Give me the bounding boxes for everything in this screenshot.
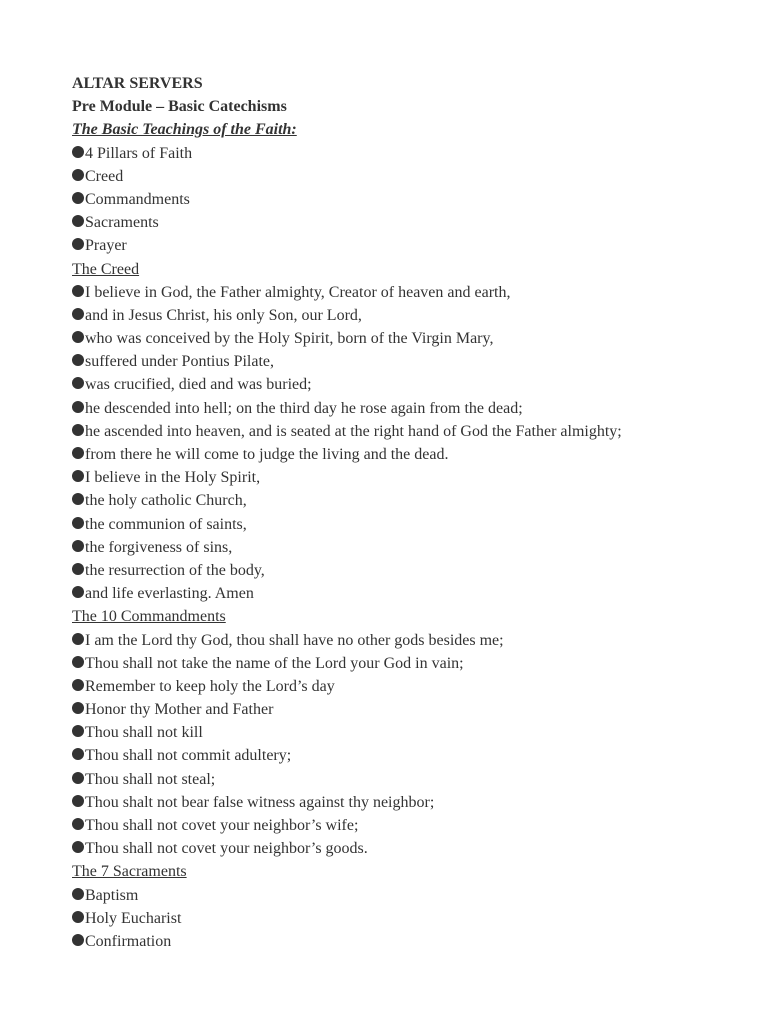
list-item xyxy=(72,814,752,837)
list-item xyxy=(72,466,752,489)
list-item xyxy=(72,884,752,907)
list-item-text: Thou shall not covet your neighbor’s goods. xyxy=(85,840,368,858)
list-item xyxy=(72,744,752,767)
commandments-list xyxy=(72,629,752,861)
bullet-icon xyxy=(72,169,84,181)
bullet-icon xyxy=(72,586,84,598)
list-item-text: Confirmation xyxy=(85,932,172,950)
list-item xyxy=(72,188,752,211)
list-item-text: Thou shalt not bear false witness against thy neighbor; xyxy=(85,793,435,811)
list-item xyxy=(72,489,752,512)
list-item-text: Thou shall not commit adultery; xyxy=(85,747,292,765)
creed-list xyxy=(72,281,752,606)
list-item-text: he descended into hell; on the third day he rose again from the dead; xyxy=(85,399,523,417)
list-item xyxy=(72,582,752,605)
list-item xyxy=(72,907,752,930)
bullet-icon xyxy=(72,888,84,900)
list-item xyxy=(72,420,752,443)
list-item-text: I am the Lord thy God, thou shall have no other gods besides me; xyxy=(85,631,504,649)
list-item xyxy=(72,559,752,582)
list-item-text: Thou shall not covet your neighbor’s wife; xyxy=(85,817,359,834)
bullet-icon xyxy=(72,493,84,505)
section-heading-creed: The Creed xyxy=(72,260,140,278)
list-item-text: the resurrection of the body, xyxy=(85,561,265,579)
list-item xyxy=(72,234,752,257)
list-item-text: the forgiveness of sins, xyxy=(85,538,233,556)
list-item-text: from there he will come to judge the living and the dead. xyxy=(85,446,449,463)
list-item xyxy=(72,142,752,165)
bullet-icon xyxy=(72,424,84,436)
list-item xyxy=(72,698,752,721)
list-item-text: Commandments xyxy=(85,190,190,208)
bullet-icon xyxy=(72,748,84,760)
bullet-icon xyxy=(72,818,84,830)
bullet-icon xyxy=(72,795,84,807)
list-item-text: he ascended into heaven, and is seated at the right hand of God the Father almighty; xyxy=(85,422,622,440)
list-item-text: Prayer xyxy=(85,237,127,255)
section-heading-sacraments: The 7 Sacraments xyxy=(72,863,187,881)
document-subtitle: Pre Module – Basic Catechisms xyxy=(72,98,287,116)
bullet-icon xyxy=(72,656,84,668)
bullet-icon xyxy=(72,679,84,691)
bullet-icon xyxy=(72,563,84,575)
bullet-icon xyxy=(72,517,84,529)
list-item xyxy=(72,211,752,234)
list-item-text: and in Jesus Christ, his only Son, our Lord, xyxy=(85,306,362,324)
section-heading-commandments: The 10 Commandments xyxy=(72,608,226,626)
bullet-icon xyxy=(72,354,84,366)
document-page xyxy=(72,72,752,953)
list-item-text: I believe in God, the Father almighty, Creator of heaven and earth, xyxy=(85,283,511,301)
bullet-icon xyxy=(72,934,84,946)
bullet-icon xyxy=(72,447,84,459)
list-item xyxy=(72,443,752,466)
section-heading-basic-teachings: The Basic Teachings of the Faith: xyxy=(72,121,297,139)
list-item xyxy=(72,165,752,188)
list-item-text: Honor thy Mother and Father xyxy=(85,701,274,719)
bullet-icon xyxy=(72,192,84,204)
bullet-icon xyxy=(72,146,84,158)
list-item-text: the communion of saints, xyxy=(85,515,247,533)
list-item-text: Holy Eucharist xyxy=(85,909,182,927)
list-item-text: Remember to keep holy the Lord’s day xyxy=(85,677,335,695)
bullet-icon xyxy=(72,470,84,482)
bullet-icon xyxy=(72,633,84,645)
list-item xyxy=(72,304,752,327)
bullet-icon xyxy=(72,331,84,343)
list-item xyxy=(72,837,752,860)
bullet-icon xyxy=(72,285,84,297)
list-item xyxy=(72,350,752,373)
list-item xyxy=(72,373,752,396)
bullet-icon xyxy=(72,772,84,784)
list-item-text: Thou shall not kill xyxy=(85,724,203,742)
list-item xyxy=(72,281,752,304)
bullet-icon xyxy=(72,540,84,552)
list-item xyxy=(72,721,752,744)
sacraments-list xyxy=(72,884,752,954)
list-item xyxy=(72,768,752,791)
bullet-icon xyxy=(72,377,84,389)
bullet-icon xyxy=(72,401,84,413)
list-item xyxy=(72,791,752,814)
document-title: ALTAR SERVERS xyxy=(72,75,203,92)
bullet-icon xyxy=(72,725,84,737)
list-item-text: Thou shall not steal; xyxy=(85,770,216,788)
list-item-text: suffered under Pontius Pilate, xyxy=(85,353,275,371)
bullet-icon xyxy=(72,702,84,714)
bullet-icon xyxy=(72,308,84,320)
list-item-text: was crucified, died and was buried; xyxy=(85,376,312,394)
list-item-text: 4 Pillars of Faith xyxy=(85,144,193,162)
list-item xyxy=(72,675,752,698)
list-item-text: the holy catholic Church, xyxy=(85,492,247,510)
list-item-text: Sacraments xyxy=(85,214,159,232)
pillars-list xyxy=(72,142,752,258)
bullet-icon xyxy=(72,215,84,227)
bullet-icon xyxy=(72,841,84,853)
list-item-text: and life everlasting. Amen xyxy=(85,585,254,603)
list-item-text: Creed xyxy=(85,167,124,185)
list-item-text: Thou shall not take the name of the Lord your God in vain; xyxy=(85,654,464,672)
list-item-text: Baptism xyxy=(85,886,139,904)
list-item xyxy=(72,397,752,420)
list-item xyxy=(72,327,752,350)
bullet-icon xyxy=(72,238,84,250)
list-item xyxy=(72,930,752,953)
list-item xyxy=(72,652,752,675)
bullet-icon xyxy=(72,911,84,923)
list-item xyxy=(72,536,752,559)
list-item-text: who was conceived by the Holy Spirit, born of the Virgin Mary, xyxy=(85,330,494,348)
list-item-text: I believe in the Holy Spirit, xyxy=(85,469,261,487)
list-item xyxy=(72,629,752,652)
list-item xyxy=(72,513,752,536)
